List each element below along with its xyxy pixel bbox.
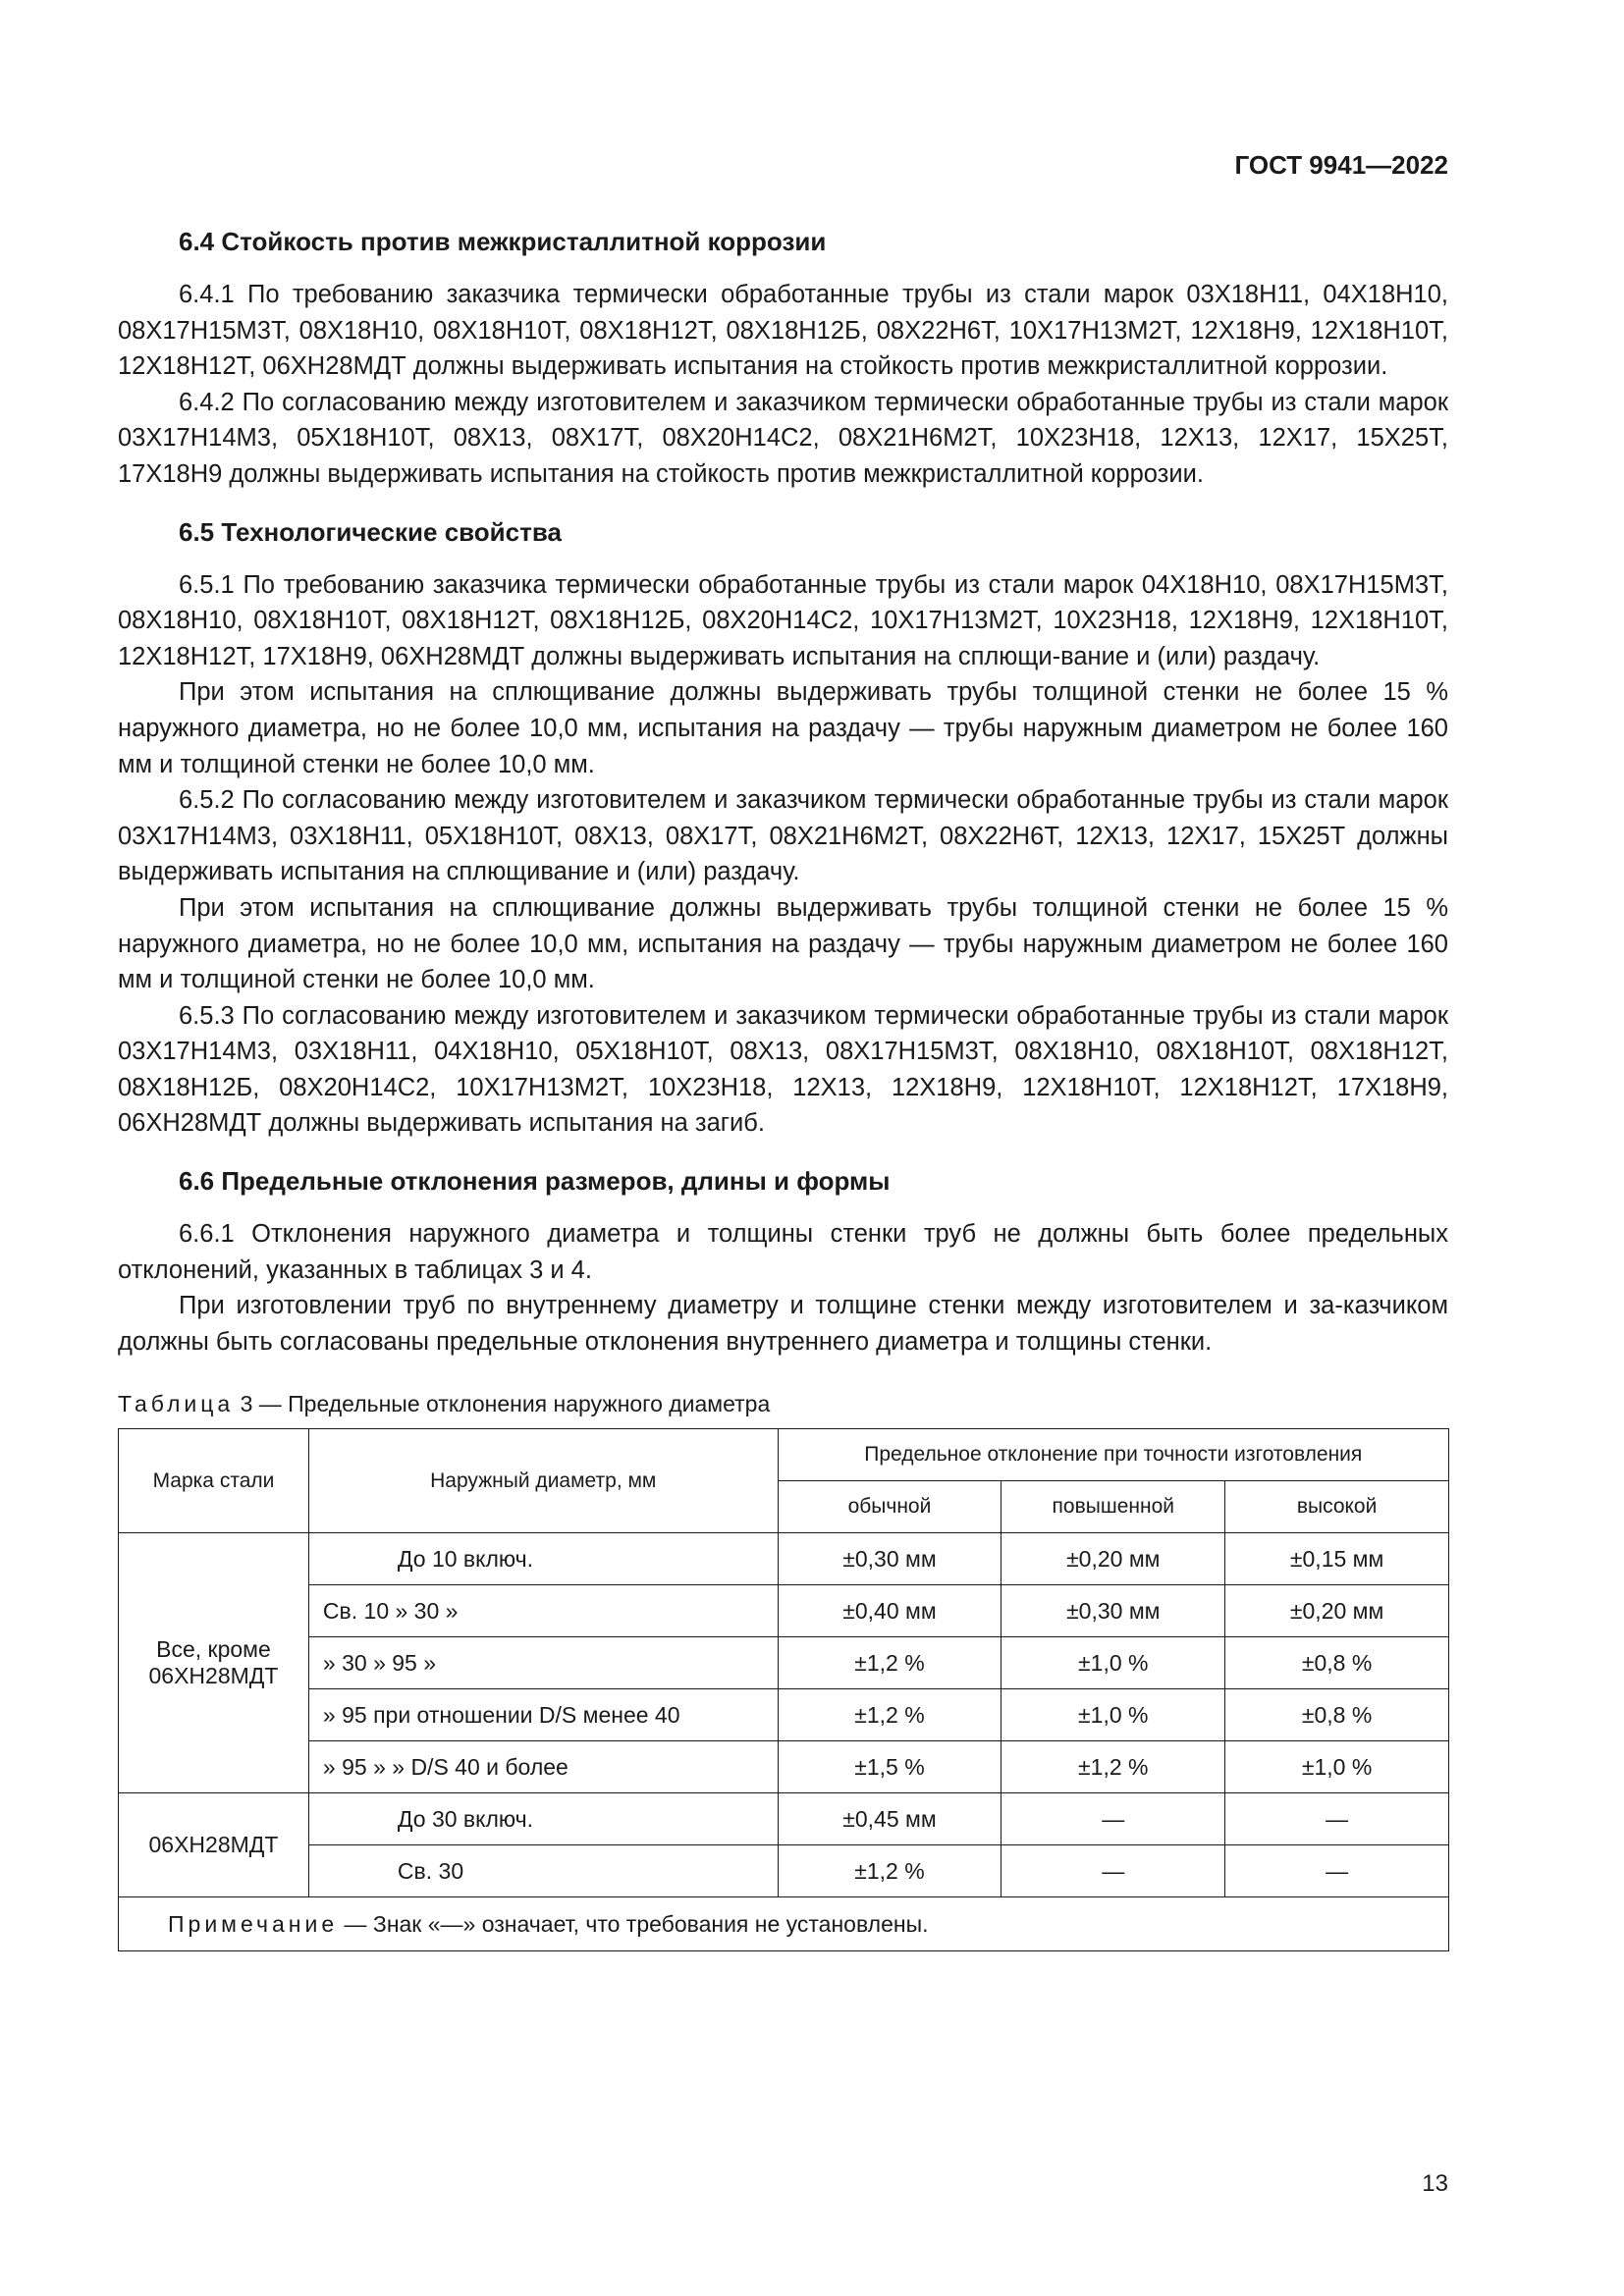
value-cell: ±1,2 % (1001, 1741, 1225, 1793)
paragraph-6-6-1-note: При изготовлении труб по внутреннему диаметру и толщине стенки между изготовителем и за-казчиком должны быть согласованы предельные отклонения внутреннего диаметра и толщины стенки. (118, 1292, 1448, 1356)
value-cell: ±1,0 % (1001, 1689, 1225, 1741)
table-caption-word: Таблица (118, 1391, 235, 1417)
diameter-cell: » 95 при отношении D/S менее 40 (308, 1689, 778, 1741)
grade-cell: Все, кроме 06ХН28МДТ (119, 1533, 309, 1793)
table-row (119, 1637, 1449, 1689)
value-cell: ±0,45 мм (778, 1793, 1001, 1845)
diameter-cell: До 10 включ. (308, 1533, 778, 1585)
diameter-cell: » 30 » 95 » (308, 1637, 778, 1689)
section-6-5-title: 6.5 Технологические свойства (179, 516, 562, 547)
paragraph-6-5-2-note: При этом испытания на сплющивание должны выдерживать трубы толщиной стенки не более 15 % наружного диаметра, но не более 10,0 мм, испытания на раздачу — трубы наружным диаметром не более 160 мм и толщиной стенки не более 10,0 мм. (118, 893, 1448, 994)
value-cell: ±0,30 мм (1001, 1585, 1225, 1637)
table-caption (118, 1389, 1448, 1418)
diameter-cell: Св. 10 » 30 » (308, 1585, 778, 1637)
header-steel-grade: Марка стали (119, 1429, 309, 1533)
value-cell: ±0,20 мм (1225, 1585, 1449, 1637)
document-code: ГОСТ 9941—2022 (1234, 150, 1448, 180)
diameter-cell: До 30 включ. (308, 1793, 778, 1845)
value-cell: ±0,8 % (1225, 1637, 1449, 1689)
value-cell: ±0,20 мм (1001, 1533, 1225, 1585)
paragraph-6-4-1: 6.4.1 По требованию заказчика термически обработанные трубы из стали марок 03Х18Н11, 04Х18Н10, 08Х17Н15М3Т, 08Х18Н10, 08Х18Н10Т, 08Х18Н12Т, 08Х18Н12Б, 08Х22Н6Т, 10Х17Н13М2Т, 12Х18Н9, 12Х18Н10Т, 12Х18Н12Т, 06ХН28МДТ должны выдерживать испытания на стойкость против межкристаллитной коррозии. (118, 281, 1448, 381)
table-row (119, 1793, 1449, 1845)
paragraph-6-5-2: 6.5.2 По согласованию между изготовителем и заказчиком термически обработанные трубы из стали марок 03Х17Н14М3, 03Х18Н11, 05Х18Н10Т, 08Х13, 08Х17Т, 08Х21Н6М2Т, 08Х22Н6Т, 12Х13, 12Х17, 15Х25Т должны выдерживать испытания на сплющивание и (или) раздачу. (118, 786, 1448, 886)
value-cell: ±0,8 % (1225, 1689, 1449, 1741)
section-6-6-title: 6.6 Предельные отклонения размеров, длины и формы (179, 1166, 891, 1197)
value-cell: — (1001, 1793, 1225, 1845)
document-body (118, 224, 1448, 1951)
diameter-cell: Св. 30 (308, 1845, 778, 1897)
value-cell: — (1225, 1793, 1449, 1845)
paragraph-6-5-3: 6.5.3 По согласованию между изготовителем и заказчиком термически обработанные трубы из стали марок 03Х17Н14М3, 03Х18Н11, 04Х18Н10, 05Х18Н10Т, 08Х13, 08Х17Н15М3Т, 08Х18Н10, 08Х18Н10Т, 08Х18Н12Т, 08Х18Н12Б, 08Х20Н14С2, 10Х17Н13М2Т, 10Х23Н18, 12Х13, 12Х18Н9, 12Х18Н10Т, 12Х18Н12Т, 17Х18Н9, 06ХН28МДТ должны выдерживать испытания на загиб. (118, 1001, 1448, 1138)
value-cell: ±1,2 % (778, 1845, 1001, 1897)
table-note-row (119, 1897, 1449, 1951)
table-row (119, 1585, 1449, 1637)
value-cell: ±1,0 % (1001, 1637, 1225, 1689)
page-number: 13 (1422, 2170, 1448, 2197)
value-cell: ±1,2 % (778, 1637, 1001, 1689)
table-row (119, 1845, 1449, 1897)
table-row (119, 1741, 1449, 1793)
note-word: Примечание (168, 1910, 339, 1937)
value-cell: ±1,5 % (778, 1741, 1001, 1793)
section-6-4-title: 6.4 Стойкость против межкристаллитной коррозии (179, 227, 827, 256)
value-cell: ±0,15 мм (1225, 1533, 1449, 1585)
grade-cell: 06ХН28МДТ (119, 1793, 309, 1897)
note-text: — Знак «—» означает, что требования не установлены. (338, 1910, 929, 1937)
table-row (119, 1533, 1449, 1585)
value-cell: ±1,0 % (1225, 1741, 1449, 1793)
table-note (119, 1897, 1449, 1951)
value-cell: ±0,30 мм (778, 1533, 1001, 1585)
value-cell: ±1,2 % (778, 1689, 1001, 1741)
header-high: высокой (1225, 1481, 1449, 1533)
header-outer-diameter: Наружный диаметр, мм (308, 1429, 778, 1533)
table-row (119, 1689, 1449, 1741)
table-caption-text: 3 — Предельные отклонения наружного диаметра (234, 1391, 771, 1417)
value-cell: ±0,40 мм (778, 1585, 1001, 1637)
value-cell: — (1001, 1845, 1225, 1897)
header-deviation: Предельное отклонение при точности изготовления (778, 1429, 1448, 1481)
value-cell: — (1225, 1845, 1449, 1897)
header-raised: повышенной (1001, 1481, 1225, 1533)
header-normal: обычной (778, 1481, 1001, 1533)
deviation-table (118, 1428, 1449, 1951)
paragraph-6-5-1-note: При этом испытания на сплющивание должны выдерживать трубы толщиной стенки не более 15 % наружного диаметра, но не более 10,0 мм, испытания на раздачу — трубы наружным диаметром не более 160 мм и толщиной стенки не более 10,0 мм. (118, 678, 1448, 778)
paragraph-6-6-1: 6.6.1 Отклонения наружного диаметра и толщины стенки труб не должны быть более предельных отклонений, указанных в таблицах 3 и 4. (118, 1220, 1448, 1284)
paragraph-6-4-2: 6.4.2 По согласованию между изготовителем и заказчиком термически обработанные трубы из стали марок 03Х17Н14М3, 05Х18Н10Т, 08Х13, 08Х17Т, 08Х20Н14С2, 08Х21Н6М2Т, 10Х23Н18, 12Х13, 12Х17, 15Х25Т, 17Х18Н9 должны выдерживать испытания на стойкость против межкристаллитной коррозии. (118, 388, 1448, 488)
paragraph-6-5-1: 6.5.1 По требованию заказчика термически обработанные трубы из стали марок 04Х18Н10, 08Х17Н15М3Т, 08Х18Н10, 08Х18Н10Т, 08Х18Н12Т, 08Х18Н12Б, 08Х20Н14С2, 10Х17Н13М2Т, 10Х23Н18, 12Х18Н9, 12Х18Н10Т, 12Х18Н12Т, 17Х18Н9, 06ХН28МДТ должны выдерживать испытания на сплющи-вание и (или) раздачу. (118, 570, 1448, 670)
diameter-cell: » 95 » » D/S 40 и более (308, 1741, 778, 1793)
table-header-row (119, 1429, 1449, 1481)
